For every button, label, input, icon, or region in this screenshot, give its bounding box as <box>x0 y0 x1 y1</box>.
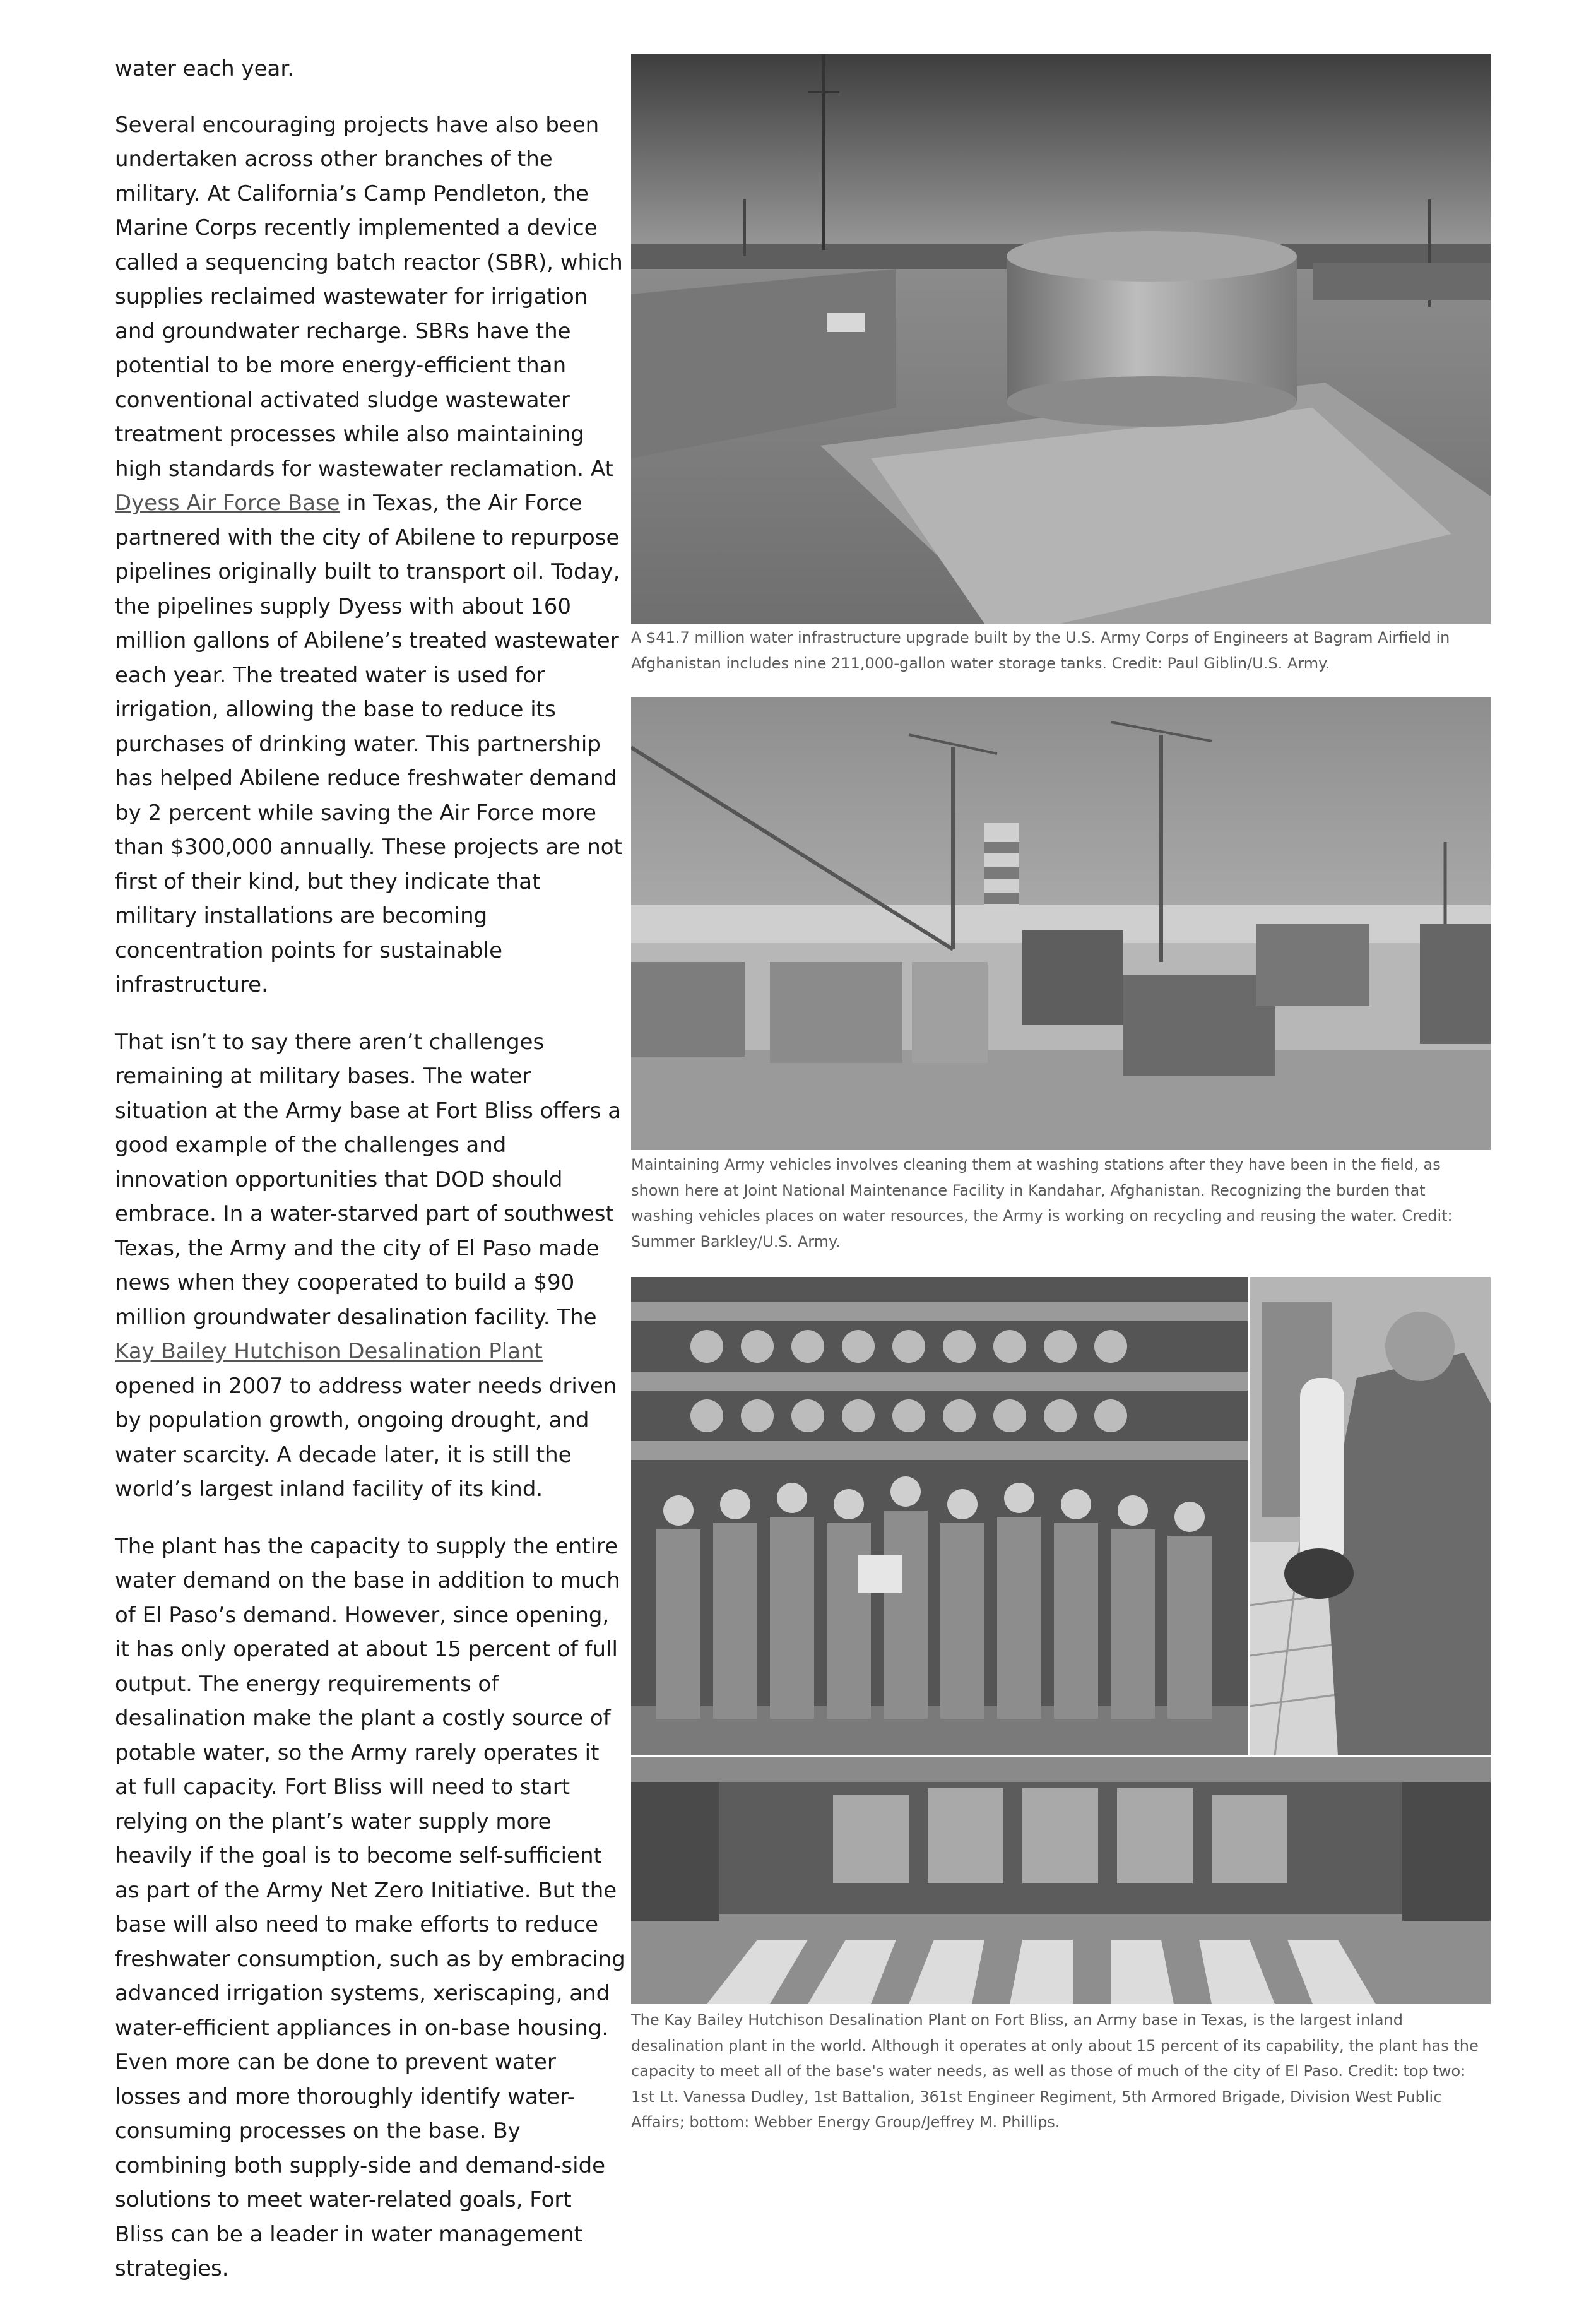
desalination-plant-caption: The Kay Bailey Hutchison Desalination Plant on Fort Bliss, an Army base in Texas, is the largest inland desalination plant in the world. Although it operates at only about 15 percent of its capability, the plant has the capacity to meet all of the base's water needs, as well as those of much of the city of El Paso. Credit: top two: 1st Lt. Vanessa Dudley, 1st Battalion, 361st Engineer Regiment, 5th Armored Brigade, Division West Public Affairs; bottom: Webber Energy Group/Jeffrey M. Phillips. <box>631 2011 1479 2131</box>
washing-station-photo <box>631 697 1491 1150</box>
soldier-with-filter-photo <box>1250 1277 1491 1755</box>
desalination-group-illustration <box>631 1277 1248 1755</box>
dyess-air-force-base-link[interactable]: Dyess Air Force Base <box>115 490 340 516</box>
paragraph-3-text-a: That isn’t to say there aren’t challenges remaining at military bases. The water situation at the Army base at Fort Bliss offers a good example of the challenges and innovation opportunities that DOD should embrace. In a water-starved part of southwest Texas, the Army and the city of El Paso made news when they cooperated to build a $90 million groundwater desalination facility. The <box>115 1029 622 1330</box>
paragraph-4: The plant has the capacity to supply the entire water demand on the base in addition to much of El Paso’s demand. However, since opening, it has only operated at about 15 percent of full output. The energy requirements of desalination make the plant a costly source of potable water, so the Army rarely operates it at full capacity. Fort Bliss will need to start relying on the plant’s water supply more heavily if the goal is to become self-sufficient as part of the Army Net Zero Initiative. But the base will also need to make efforts to reduce freshwater consumption, such as by embracing advanced irrigation systems, xeriscaping, and water-efficient appliances in on-base housing. Even more can be done to prevent water losses and more thoroughly identify water-consuming processes on the base. By combining both supply-side and demand-side solutions to meet water-related goals, Fort Bliss can be a leader in water management strategies. <box>115 1533 625 2281</box>
desalination-panorama-illustration <box>631 1757 1491 2004</box>
paragraph-2-text-b: in Texas, the Air Force partnered with the city of Abilene to repurpose pipelines originally built to transport oil. Today, the pipelines supply Dyess with about 160 million gallons of Abilene’s treated wastewater each year. The treated water is used for irrigation, allowing the base to reduce its purchases of drinking water. This partnership has helped Abilene reduce freshwater demand by 2 percent while saving the Air Force more than $300,000 annually. These projects are not first of their kind, but they indicate that military installations are becoming concentration points for sustainable infrastructure. <box>115 490 622 997</box>
water-tank-illustration <box>631 54 1491 624</box>
washing-station-caption: Maintaining Army vehicles involves cleaning them at washing stations after they have been in the field, as shown here at Joint National Maintenance Facility in Kandahar, Afghanistan. Recognizing the burden that washing vehicles places on water resources, the Army is working on recycling and reusing the water. Credit: Summer Barkley/U.S. Army. <box>631 1156 1453 1250</box>
soldier-with-filter-illustration <box>1250 1277 1491 1755</box>
paragraph-2-text-a: Several encouraging projects have also been undertaken across other branches of the military. At California’s Camp Pendleton, the Marine Corps recently implemented a device called a sequencing batch reactor (SBR), which supplies reclaimed wastewater for irrigation and groundwater recharge. SBRs have the potential to be more energy-efficient than conventional activated sludge wastewater treatment processes while also maintaining high standards for wastewater reclamation. At <box>115 112 623 482</box>
water-tank-caption: A $41.7 million water infrastructure upgrade built by the U.S. Army Corps of Engineers at Bagram Airfield in Afghanistan includes nine 211,000-gallon water storage tanks. Credit: Paul Giblin/U.S. Army. <box>631 629 1450 672</box>
desalination-group-photo <box>631 1277 1248 1755</box>
paragraph-1: water each year. <box>115 56 295 81</box>
desalination-plant-link[interactable]: Kay Bailey Hutchison Desalination Plant <box>115 1339 543 1364</box>
paragraph-3-text-b: opened in 2007 to address water needs driven by population growth, ongoing drought, and water scarcity. A decade later, it is still the world’s largest inland facility of its kind. <box>115 1373 617 1502</box>
article-body <box>115 52 626 2309</box>
water-tank-photo <box>631 54 1491 624</box>
washing-station-illustration <box>631 697 1491 1150</box>
desalination-panorama-photo <box>631 1757 1491 2004</box>
paragraph-3 <box>115 1025 626 1507</box>
paragraph-2 <box>115 108 626 1002</box>
